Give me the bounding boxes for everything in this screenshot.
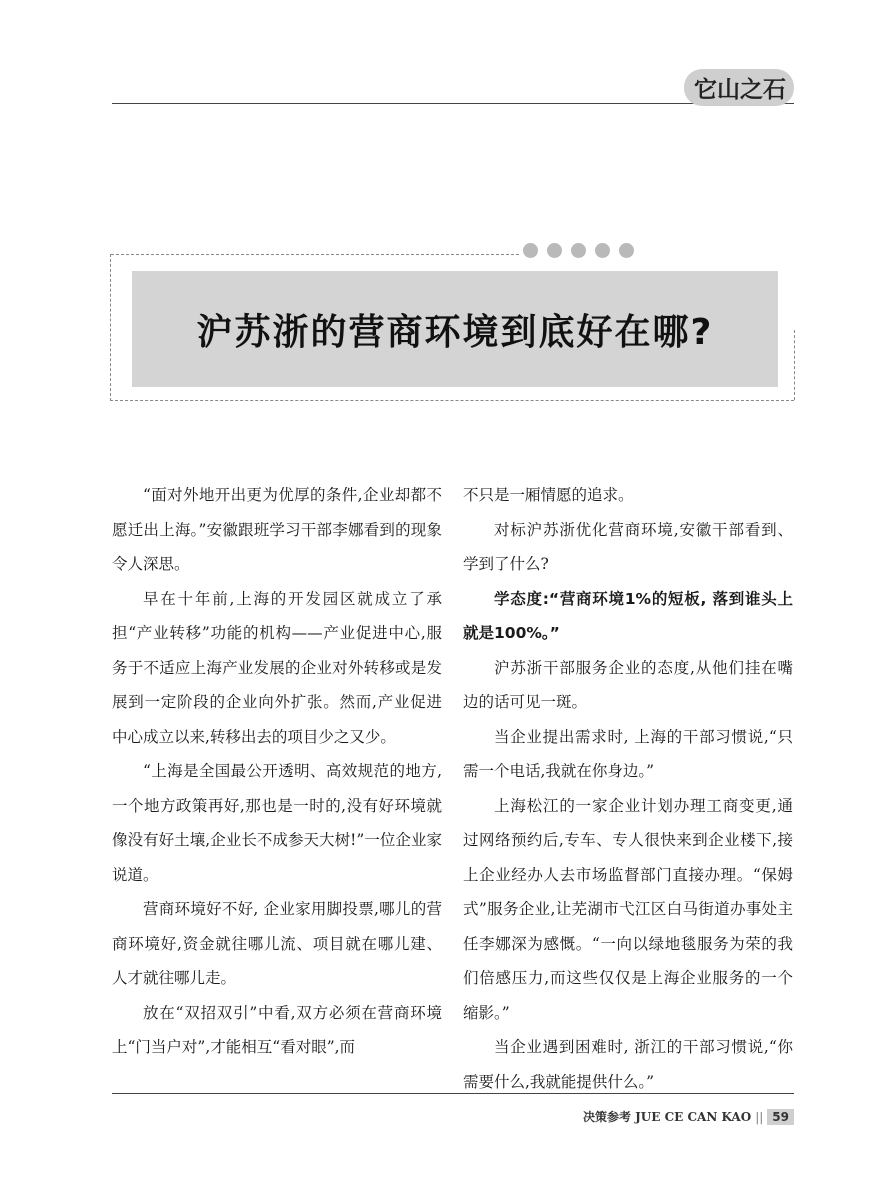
paragraph: 当企业遇到困难时, 浙江的干部习惯说,“你需要什么,我就能提供什么。” <box>463 1038 793 1091</box>
paragraph: 对标沪苏浙优化营商环境,安徽干部看到、学到了什么? <box>463 520 793 573</box>
dot-icon <box>619 243 634 258</box>
title-frame-right-dash <box>794 330 795 400</box>
dot-icon <box>595 243 610 258</box>
right-column <box>463 478 793 1099</box>
decorative-dots <box>523 243 634 258</box>
paragraph: 放在“双招双引”中看,双方必须在营商环境上“门当户对”,才能相互“看对眼”,而 <box>112 1003 442 1056</box>
paragraph: 早在十年前,上海的开发园区就成立了承担“产业转移”功能的机构——产业促进中心,服务于不适应上海产业发展的企业对外转移或是发展到一定阶段的企业向外扩张。然而,产业促进中心成立以来,转移出去的项目少之又少。 <box>112 589 442 746</box>
footer-rule <box>112 1093 794 1094</box>
subheading: 学态度:“营商环境1%的短板, 落到谁头上就是100%。” <box>463 589 793 642</box>
article-title: 沪苏浙的营商环境到底好在哪? <box>196 311 714 353</box>
title-frame-top-dash <box>111 254 519 255</box>
paragraph: “面对外地开出更为优厚的条件,企业却都不愿迁出上海。”安徽跟班学习干部李娜看到的现象令人深思。 <box>112 486 442 573</box>
paragraph: 当企业提出需求时, 上海的干部习惯说,“只需一个电话,我就在你身边。” <box>463 727 793 780</box>
title-box <box>132 271 778 387</box>
paragraph: 营商环境好不好, 企业家用脚投票,哪儿的营商环境好,资金就往哪儿流、项目就在哪儿建、人才就往哪儿走。 <box>112 900 442 987</box>
paragraph: 上海松江的一家企业计划办理工商变更,通过网络预约后,专车、专人很快来到企业楼下,接上企业经办人去市场监督部门直接办理。“保姆式”服务企业,让芜湖市弋江区白马街道办事处主任李娜深为感慨。“一向以绿地毯服务为荣的我们倍感压力,而这些仅仅是上海企业服务的一个缩影。” <box>463 796 793 1022</box>
footer-separator: || <box>755 1109 764 1124</box>
dot-icon <box>523 243 538 258</box>
section-label: 它山之石 <box>684 69 794 106</box>
journal-name: 决策参考 JUE CE CAN KAO <box>582 1110 752 1124</box>
dot-icon <box>571 243 586 258</box>
dot-icon <box>547 243 562 258</box>
footer <box>583 1108 794 1125</box>
section-tag <box>684 70 794 104</box>
page-number: 59 <box>767 1109 794 1125</box>
paragraph: 沪苏浙干部服务企业的态度,从他们挂在嘴边的话可见一斑。 <box>463 658 793 711</box>
paragraph: “上海是全国最公开透明、高效规范的地方,一个地方政策再好,那也是一时的,没有好环境就像没有好土壤,企业长不成参天大树!”一位企业家说道。 <box>112 762 442 884</box>
paragraph-continuation: 不只是一厢情愿的追求。 <box>463 486 634 504</box>
left-column <box>112 478 442 1065</box>
